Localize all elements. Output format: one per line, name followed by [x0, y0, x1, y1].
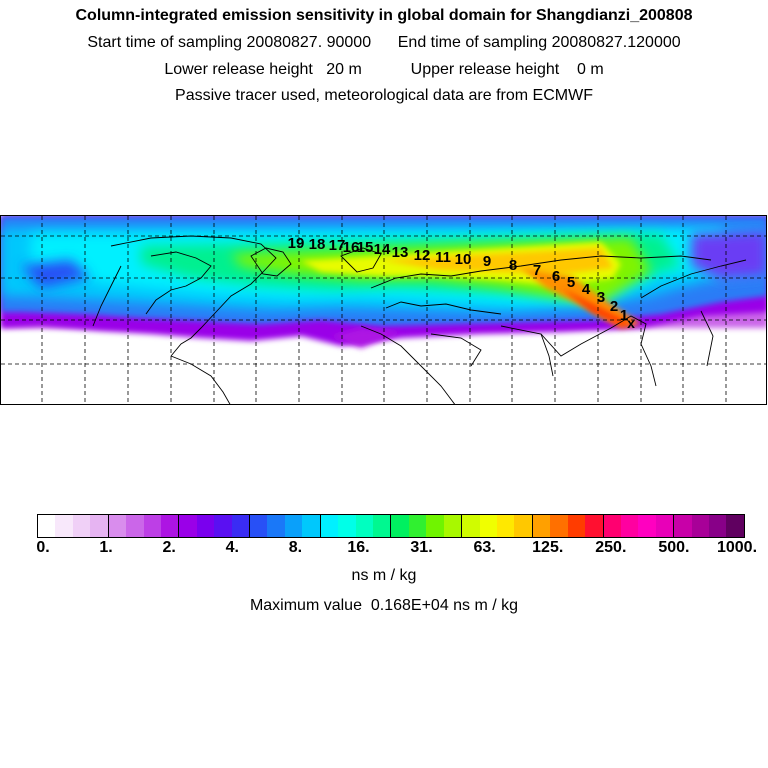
trajectory-day-label: 14 [373, 241, 391, 258]
trajectory-day-label: 17 [328, 237, 346, 254]
colorbar-unit-label: ns m / kg [351, 567, 417, 584]
colorbar-cell [250, 515, 267, 537]
colorbar-cell [197, 515, 214, 537]
trajectory-day-label: 6 [551, 268, 561, 285]
emission-sensitivity-map [0, 215, 767, 405]
colorbar [37, 514, 745, 538]
colorbar-cell [585, 515, 603, 537]
colorbar-tick-label: 31. [410, 539, 433, 556]
trajectory-day-label: 9 [482, 253, 492, 270]
trajectory-day-label: 11 [435, 249, 451, 266]
trajectory-day-label: 10 [454, 251, 472, 268]
colorbar-cell [38, 515, 55, 537]
colorbar-cell [692, 515, 709, 537]
colorbar-cell [621, 515, 638, 537]
colorbar-cell [514, 515, 532, 537]
colorbar-tick-label: 63. [473, 539, 496, 556]
trajectory-day-label: 13 [391, 244, 409, 261]
colorbar-cell [480, 515, 497, 537]
colorbar-cell [302, 515, 320, 537]
colorbar-tick-label: 1. [99, 539, 113, 556]
trajectory-day-label: 7 [532, 262, 542, 279]
trajectory-day-label: 15 [356, 239, 374, 256]
trajectory-day-label: 8 [508, 257, 518, 274]
colorbar-tick-label: 4. [225, 539, 239, 556]
colorbar-cell [604, 515, 621, 537]
colorbar-cell [568, 515, 585, 537]
colorbar-tick-label: 250. [595, 539, 627, 556]
colorbar-cell [726, 515, 743, 537]
colorbar-tick-label: 125. [532, 539, 564, 556]
colorbar-cell [232, 515, 250, 537]
colorbar-cell [179, 515, 196, 537]
trajectory-day-label: 12 [413, 247, 431, 264]
colorbar-cell [338, 515, 355, 537]
colorbar-cell [285, 515, 302, 537]
colorbar-tick-label: 1000. [716, 539, 758, 556]
colorbar-cell [391, 515, 408, 537]
colorbar-cell [426, 515, 443, 537]
colorbar-cell [356, 515, 373, 537]
maximum-value-label: Maximum value 0.168E+04 ns m / kg [249, 597, 519, 614]
colorbar-cell [373, 515, 391, 537]
colorbar-cell [550, 515, 567, 537]
colorbar-cell [638, 515, 655, 537]
plot-title: Column-integrated emission sensitivity in global domain for Shangdianzi_200808 [75, 7, 693, 24]
colorbar-cell [462, 515, 479, 537]
trajectory-day-label: 16 [342, 239, 360, 256]
colorbar-tick-label: 16. [347, 539, 370, 556]
colorbar-tick-label: 0. [36, 539, 50, 556]
map-canvas [1, 216, 767, 405]
receptor-marker: x [627, 315, 635, 331]
colorbar-cell [144, 515, 161, 537]
trajectory-day-label: 5 [566, 274, 576, 291]
colorbar-cell [533, 515, 550, 537]
colorbar-cell [409, 515, 426, 537]
colorbar-cell [267, 515, 284, 537]
colorbar-cell [497, 515, 514, 537]
colorbar-cell [709, 515, 726, 537]
trajectory-day-label: 18 [308, 236, 326, 253]
colorbar-cell [109, 515, 126, 537]
sampling-time-line: Start time of sampling 20080827. 90000 End time of sampling 20080827.120000 [87, 34, 681, 51]
trajectory-day-label: 1 [619, 307, 629, 324]
colorbar-cell [321, 515, 338, 537]
colorbar-cell [674, 515, 691, 537]
colorbar-cell [73, 515, 90, 537]
trajectory-day-label: 3 [596, 289, 606, 306]
trajectory-day-label: 4 [581, 281, 591, 298]
colorbar-cell [55, 515, 72, 537]
colorbar-cell [90, 515, 108, 537]
colorbar-cell [214, 515, 231, 537]
release-height-line: Lower release height 20 m Upper release height 0 m [164, 61, 604, 78]
colorbar-cell [126, 515, 143, 537]
colorbar-cell [444, 515, 462, 537]
tracer-info-line: Passive tracer used, meteorological data are from ECMWF [175, 87, 593, 104]
trajectory-day-label: 19 [287, 235, 305, 252]
colorbar-cell [161, 515, 179, 537]
colorbar-tick-label: 8. [288, 539, 303, 556]
colorbar-tick-label: 500. [658, 539, 690, 556]
colorbar-cell [656, 515, 674, 537]
trajectory-day-label: 2 [609, 298, 619, 315]
colorbar-tick-label: 2. [162, 539, 176, 556]
